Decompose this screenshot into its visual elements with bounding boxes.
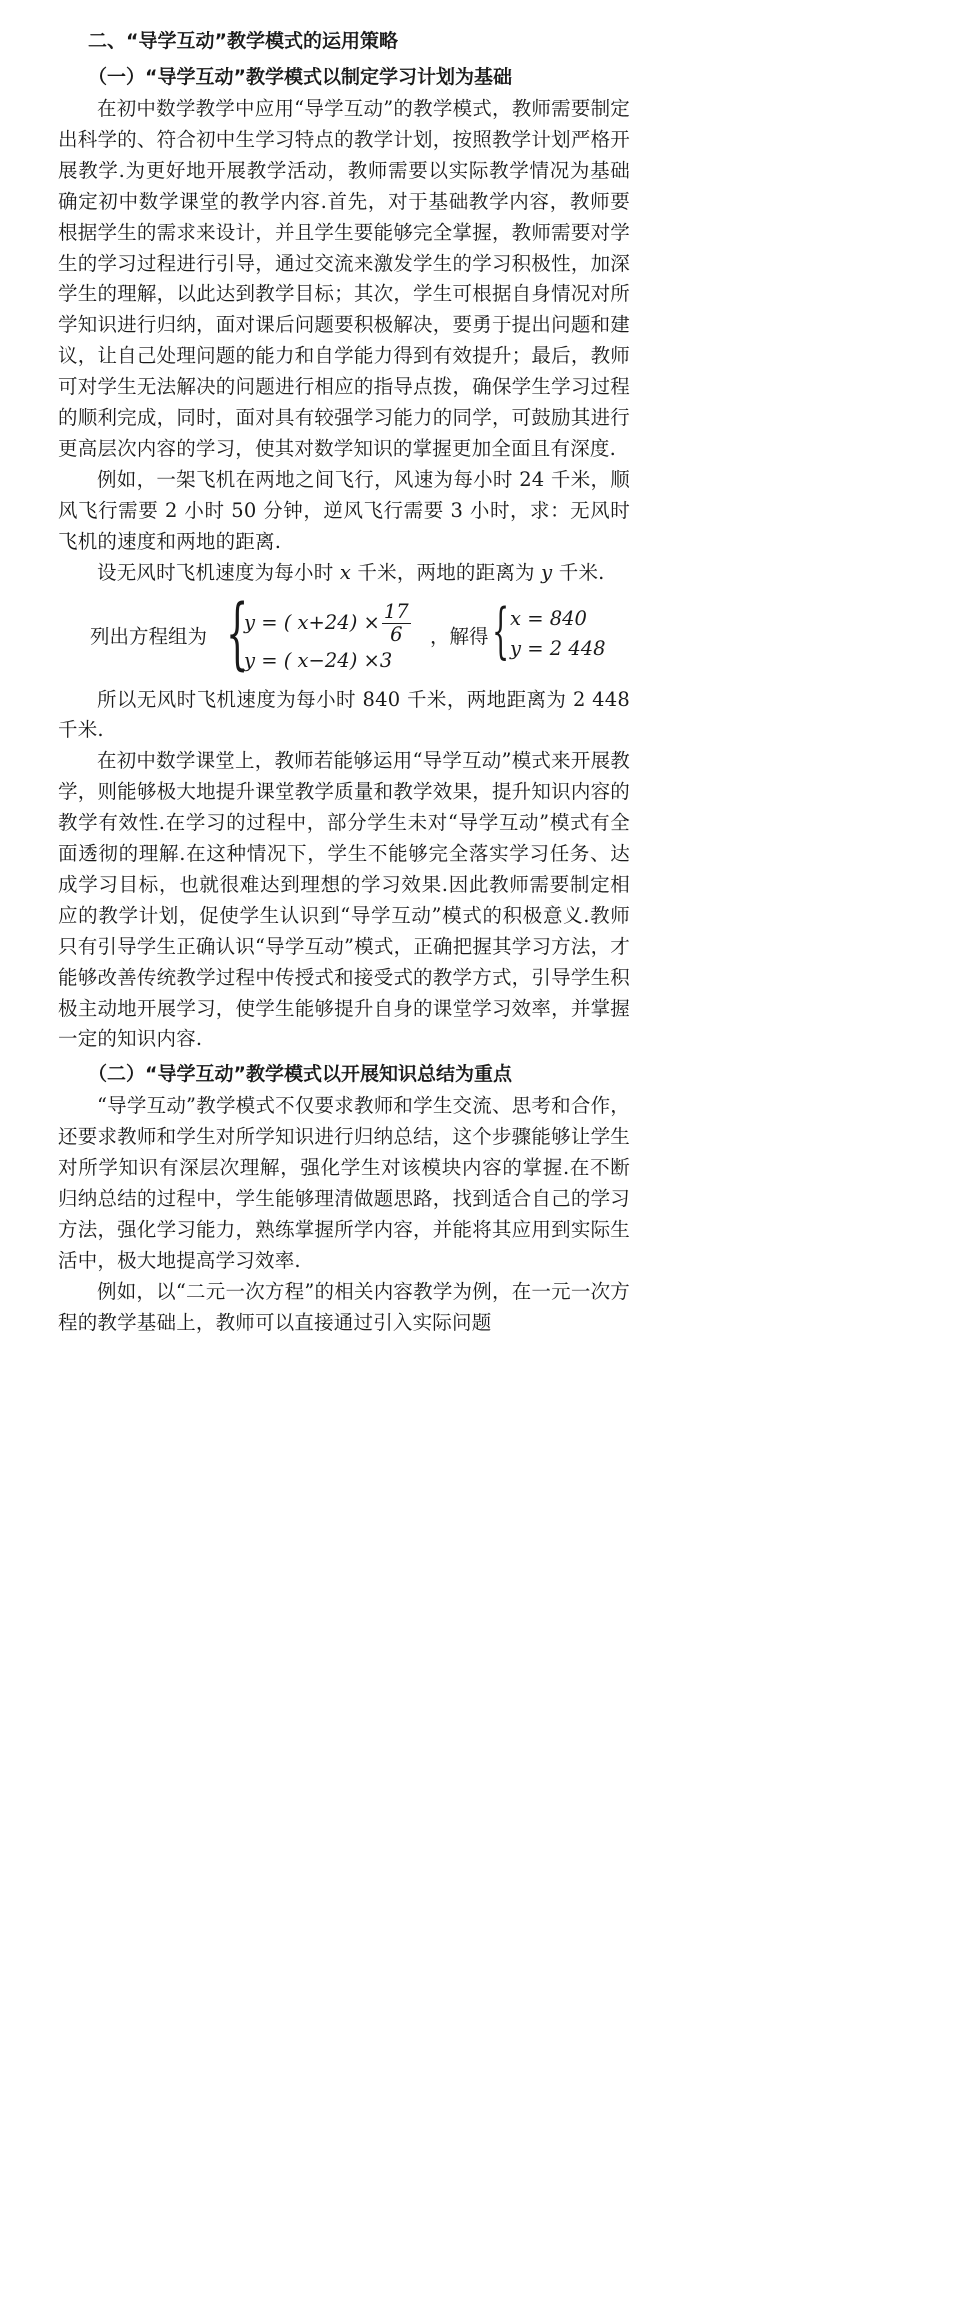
subsection-title-1: （一）“导学互动”教学模式以制定学习计划为基础: [88, 66, 512, 88]
paragraph-classroom: 在初中数学课堂上，教师若能够运用“导学互动”模式来开展教学，则能够极大地提升课堂教学质量和教学效果，提升知识内容的教学有效性.在学习的过程中，部分学生未对“导学互动”模式有全面透彻的理解.在这种情况下，学生不能够完全落实学习任务、达成学习目标，也就很难达到理想的学习效果.因此教师需要制定相应的教学计划，促使学生认识到“导学互动”模式的积极意义.教师只有引导学生正确认识“导学互动”模式，正确把握其学习方法，才能够改善传统教学过程中传授式和接受式的教学方式，引导学生积极主动地开展学习，使学生能够提升自身的课堂学习效率，并掌握一定的知识内容.: [58, 749, 630, 1051]
article-page: [58, 22, 630, 1339]
solution-lead-text: ，解得: [430, 624, 489, 648]
subsection-title-2: （二）“导学互动”教学模式以开展知识总结为重点: [88, 1063, 512, 1086]
fraction: [382, 601, 411, 646]
paragraph-variable-setup: [58, 558, 630, 589]
paragraph-example-2: 例如，以“二元一次方程”的相关内容教学为例，在一元一次方程的教学基础上，教师可以直接通过引入实际问题: [58, 1279, 630, 1334]
paragraph-answer: 所以无风时飞机速度为每小时 840 千米，两地距离为 2 448 千米.: [58, 687, 630, 742]
paragraph-summary: “导学互动”教学模式不仅要求教师和学生交流、思考和合作，还要求教师和学生对所学知识进行归纳总结，这个步骤能够让学生对所学知识有深层次理解，强化学生对该模块内容的掌握.在不断归纳总结的过程中，学生能够理清做题思路，找到适合自己的学习方法，强化学习能力，熟练掌握所学内容，并能将其应用到实际生活中，极大地提高学习效率.: [58, 1094, 630, 1272]
setup-text-2: 千米，两地的距离为: [357, 560, 535, 584]
solution-brace-icon: {: [492, 595, 510, 666]
equation-2: y = ( x−24) ×3: [244, 648, 393, 672]
solution-x: x = 840: [510, 606, 587, 630]
setup-text-1: 设无风时飞机速度为每小时: [97, 560, 334, 584]
solution-y: y = 2 448: [510, 636, 606, 660]
equation-1: [244, 601, 411, 646]
variable-x: x: [339, 560, 352, 584]
equation-lead-text: 列出方程组为: [90, 624, 208, 648]
fraction-numerator: 17: [383, 599, 409, 623]
paragraph-1: 在初中数学教学中应用“导学互动”的教学模式，教师需要制定出科学的、符合初中生学习特点的教学计划，按照教学计划严格开展教学.为更好地开展教学活动，教师需要以实际教学情况为基础确定初中数学课堂的教学内容.首先，对于基础教学内容，教师要根据学生的需求来设计，并且学生要能够完全掌握，教师需要对学生的学习过程进行引导，通过交流来激发学生的学习积极性，加深学生的理解，以此达到教学目标；其次，学生可根据自身情况对所学知识进行归纳，面对课后问题要积极解决，要勇于提出问题和建议，让自己处理问题的能力和自学能力得到有效提升；最后，教师可对学生无法解决的问题进行相应的指导点拨，确保学生学习过程的顺利完成，同时，面对具有较强学习能力的同学，可鼓励其进行更高层次内容的学习，使其对数学知识的掌握更加全面且有深度.: [58, 97, 630, 460]
left-brace-icon: {: [226, 588, 249, 679]
equation-system: [58, 588, 630, 681]
fraction-denominator: 6: [390, 622, 403, 646]
variable-y: y: [541, 560, 553, 584]
setup-text-3: 千米.: [558, 560, 605, 584]
paragraph-example-problem: 例如，一架飞机在两地之间飞行，风速为每小时 24 千米，顺风飞行需要 2 小时 50 分钟，逆风飞行需要 3 小时，求：无风时飞机的速度和两地的距离.: [58, 467, 630, 553]
equation-1-left: y = ( x+24) ×: [244, 610, 380, 634]
section-title: 二、“导学互动”教学模式的运用策略: [88, 30, 398, 52]
